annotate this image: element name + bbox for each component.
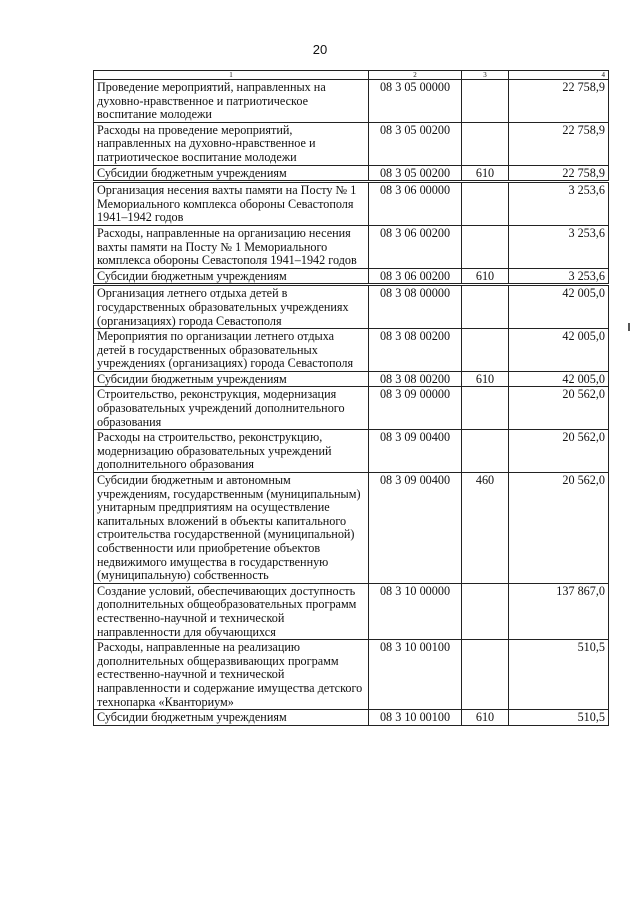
amount: 42 005,0 xyxy=(509,329,609,372)
target-code: 08 3 09 00400 xyxy=(369,473,462,584)
amount: 22 758,9 xyxy=(509,80,609,123)
expense-type-code: 610 xyxy=(462,268,509,285)
column-number-row xyxy=(94,71,609,80)
table-row xyxy=(94,329,609,372)
target-code: 08 3 05 00000 xyxy=(369,80,462,123)
budget-table xyxy=(93,70,609,726)
expense-type-code xyxy=(462,80,509,123)
table-row xyxy=(94,182,609,226)
column-2-header: 2 xyxy=(369,71,462,80)
expense-type-code: 610 xyxy=(462,165,509,182)
expense-name: Субсидии бюджетным учреждениям xyxy=(94,371,369,387)
amount: 137 867,0 xyxy=(509,583,609,639)
target-code: 08 3 05 00200 xyxy=(369,165,462,182)
expense-type-code xyxy=(462,329,509,372)
amount: 20 562,0 xyxy=(509,430,609,473)
amount: 20 562,0 xyxy=(509,473,609,584)
budget-rows xyxy=(94,80,609,726)
expense-type-code xyxy=(462,583,509,639)
margin-mark xyxy=(628,323,630,331)
table-row xyxy=(94,371,609,387)
expense-name: Расходы, направленные на организацию несения вахты памяти на Посту № 1 Мемориального комплекса обороны Севастополя 1941–1942 годов xyxy=(94,225,369,268)
amount: 510,5 xyxy=(509,640,609,710)
expense-type-code xyxy=(462,640,509,710)
expense-name: Субсидии бюджетным и автономным учреждениям, государственным (муниципальным) унитарным предприятиям на осуществление капитальных вложений в объекты капитального строительства государственной (муниципальной) собственности или приобретение объектов недвижимого имущества в государственную (муниципальную) собственность xyxy=(94,473,369,584)
amount: 20 562,0 xyxy=(509,387,609,430)
expense-type-code: 610 xyxy=(462,710,509,726)
table-row xyxy=(94,285,609,329)
table-row xyxy=(94,583,609,639)
table-row xyxy=(94,80,609,123)
target-code: 08 3 06 00000 xyxy=(369,182,462,226)
page-number: 20 xyxy=(312,42,328,57)
amount: 3 253,6 xyxy=(509,268,609,285)
table-row xyxy=(94,387,609,430)
table-row xyxy=(94,473,609,584)
amount: 3 253,6 xyxy=(509,225,609,268)
expense-name: Мероприятия по организации летнего отдыха детей в государственных образовательных учреждениях (организациях) города Севастополя xyxy=(94,329,369,372)
column-1-header: 1 xyxy=(94,71,369,80)
target-code: 08 3 06 00200 xyxy=(369,268,462,285)
table-row xyxy=(94,640,609,710)
expense-name: Расходы, направленные на реализацию дополнительных общеразвивающих программ естественно-научной и технической направленности и содержание имущества детского технопарка «Кванториум» xyxy=(94,640,369,710)
table-row xyxy=(94,430,609,473)
target-code: 08 3 09 00000 xyxy=(369,387,462,430)
expense-type-code xyxy=(462,225,509,268)
target-code: 08 3 09 00400 xyxy=(369,430,462,473)
expense-type-code xyxy=(462,285,509,329)
table-row xyxy=(94,225,609,268)
amount: 22 758,9 xyxy=(509,122,609,165)
table-row xyxy=(94,165,609,182)
expense-type-code: 460 xyxy=(462,473,509,584)
amount: 510,5 xyxy=(509,710,609,726)
column-4-header: 4 xyxy=(509,71,609,80)
target-code: 08 3 06 00200 xyxy=(369,225,462,268)
target-code: 08 3 08 00200 xyxy=(369,329,462,372)
amount: 42 005,0 xyxy=(509,285,609,329)
table-row xyxy=(94,710,609,726)
expense-type-code: 610 xyxy=(462,371,509,387)
expense-name: Субсидии бюджетным учреждениям xyxy=(94,165,369,182)
column-3-header: 3 xyxy=(462,71,509,80)
table-row xyxy=(94,122,609,165)
expense-name: Расходы на проведение мероприятий, направленных на духовно-нравственное и патриотическое воспитание молодежи xyxy=(94,122,369,165)
expense-name: Создание условий, обеспечивающих доступность дополнительных общеобразовательных программ естественно-научной и технической направленности для обучающихся xyxy=(94,583,369,639)
amount: 42 005,0 xyxy=(509,371,609,387)
expense-type-code xyxy=(462,122,509,165)
target-code: 08 3 05 00200 xyxy=(369,122,462,165)
expense-type-code xyxy=(462,430,509,473)
expense-type-code xyxy=(462,182,509,226)
expense-name: Проведение мероприятий, направленных на духовно-нравственное и патриотическое воспитание молодежи xyxy=(94,80,369,123)
amount: 22 758,9 xyxy=(509,165,609,182)
expense-name: Организация несения вахты памяти на Посту № 1 Мемориального комплекса обороны Севастополя 1941–1942 годов xyxy=(94,182,369,226)
target-code: 08 3 10 00100 xyxy=(369,710,462,726)
target-code: 08 3 08 00200 xyxy=(369,371,462,387)
amount: 3 253,6 xyxy=(509,182,609,226)
expense-name: Строительство, реконструкция, модернизация образовательных учреждений дополнительного образования xyxy=(94,387,369,430)
target-code: 08 3 08 00000 xyxy=(369,285,462,329)
target-code: 08 3 10 00000 xyxy=(369,583,462,639)
expense-name: Субсидии бюджетным учреждениям xyxy=(94,710,369,726)
expense-name: Субсидии бюджетным учреждениям xyxy=(94,268,369,285)
expense-name: Расходы на строительство, реконструкцию, модернизацию образовательных учреждений дополнительного образования xyxy=(94,430,369,473)
expense-type-code xyxy=(462,387,509,430)
table-row xyxy=(94,268,609,285)
expense-name: Организация летнего отдыха детей в государственных образовательных учреждениях (организациях) города Севастополя xyxy=(94,285,369,329)
target-code: 08 3 10 00100 xyxy=(369,640,462,710)
